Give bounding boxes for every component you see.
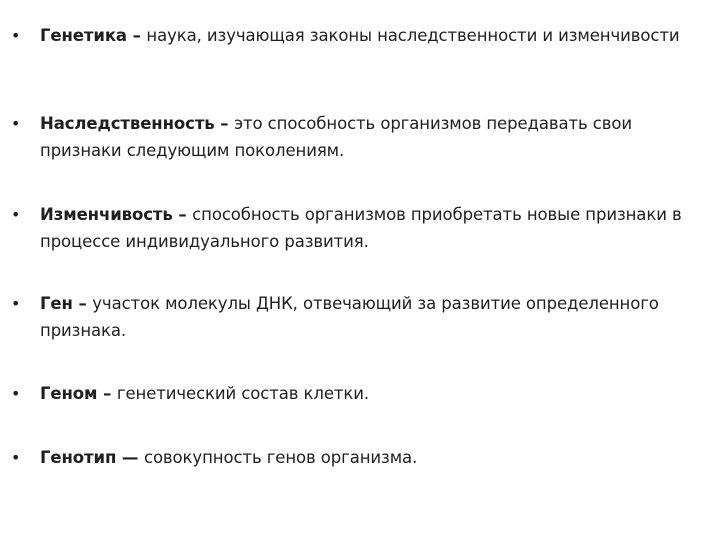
- definition-separator: —: [116, 448, 144, 467]
- definition-body: способность организмов приобретать новые признаки в процессе индивидуального развития.: [40, 205, 682, 251]
- definition-term: Ген: [40, 294, 73, 313]
- bullet-icon: •: [11, 384, 21, 403]
- definition-text: [40, 380, 700, 407]
- definition-term: Генетика: [40, 26, 127, 45]
- definition-separator: –: [172, 205, 193, 224]
- bullet-icon: •: [11, 448, 21, 467]
- definition-text: [40, 201, 700, 255]
- definition-separator: –: [214, 114, 235, 133]
- definition-separator: –: [72, 294, 93, 313]
- definition-body: совокупность генов организма.: [143, 448, 418, 467]
- definition-text: [40, 110, 700, 164]
- definition-text: [40, 22, 700, 49]
- definition-text: [40, 444, 700, 471]
- definition-body: это способность организмов передавать свои признаки следующим поколениям.: [40, 114, 632, 160]
- bullet-icon: •: [11, 294, 21, 313]
- definition-term: Генотип: [40, 448, 117, 467]
- bullet-icon: •: [11, 26, 21, 45]
- definition-separator: –: [126, 26, 147, 45]
- definition-separator: –: [97, 384, 117, 403]
- bullet-icon: •: [11, 205, 21, 224]
- definition-text: [40, 290, 700, 344]
- definition-term: Изменчивость: [40, 205, 173, 224]
- definition-term: Геном: [40, 384, 98, 403]
- definition-body: генетический состав клетки.: [116, 384, 370, 403]
- definition-body: наука, изучающая законы наследственности и изменчивости: [146, 26, 680, 45]
- definition-term: Наследственность: [40, 114, 215, 133]
- bullet-icon: •: [11, 114, 21, 133]
- definition-body: участок молекулы ДНК, отвечающий за развитие определенного признака.: [40, 294, 659, 340]
